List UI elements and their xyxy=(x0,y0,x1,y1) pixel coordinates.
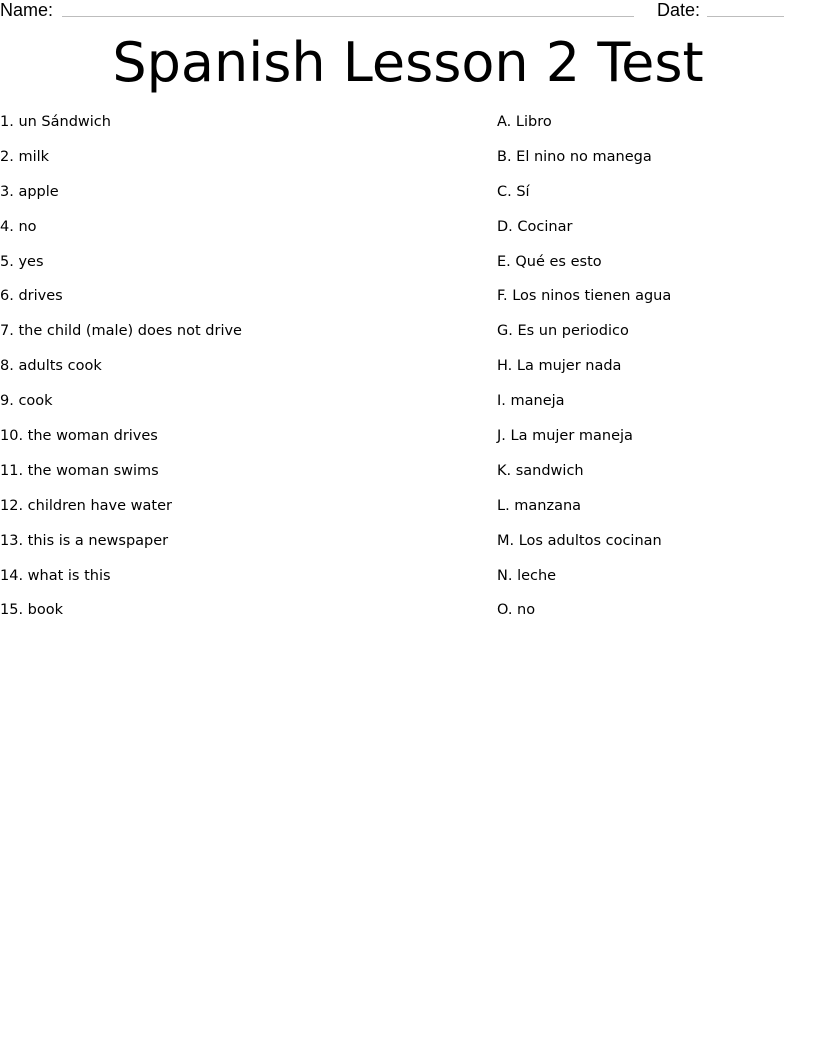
answer-item: K. sandwich xyxy=(497,462,584,479)
question-item: 5. yes xyxy=(0,253,44,270)
answers-column xyxy=(497,112,807,635)
page-title: Spanish Lesson 2 Test xyxy=(112,31,704,94)
answer-item: E. Qué es esto xyxy=(497,253,602,270)
question-item: 8. adults cook xyxy=(0,358,102,375)
answer-item: D. Cocinar xyxy=(497,218,573,235)
question-item: 11. the woman swims xyxy=(0,462,159,479)
answer-item: O. no xyxy=(497,602,536,619)
question-item: 15. book xyxy=(0,602,64,619)
question-item: 6. drives xyxy=(0,288,63,305)
answer-item: L. manzana xyxy=(497,497,582,514)
worksheet-header xyxy=(0,0,816,24)
question-item: 14. what is this xyxy=(0,567,111,584)
question-item: 12. children have water xyxy=(0,497,172,514)
answer-item: J. La mujer maneja xyxy=(497,428,633,445)
answer-item: G. Es un periodico xyxy=(497,323,629,340)
question-item: 13. this is a newspaper xyxy=(0,532,169,549)
answer-item: M. Los adultos cocinan xyxy=(497,532,662,549)
date-label: Date: xyxy=(657,0,701,20)
answer-item: A. Libro xyxy=(497,114,552,130)
date-blank-line xyxy=(707,16,784,17)
question-item: 7. the child (male) does not drive xyxy=(0,323,242,340)
answer-item: I. maneja xyxy=(497,393,565,410)
question-item: 9. cook xyxy=(0,393,53,410)
question-item: 4. no xyxy=(0,218,37,235)
name-label: Name: xyxy=(0,0,54,20)
question-item: 3. apple xyxy=(0,183,59,200)
answer-item: N. leche xyxy=(497,567,557,584)
answer-item: C. Sí xyxy=(497,183,530,200)
answer-item: F. Los ninos tienen agua xyxy=(497,288,672,305)
question-item: 2. milk xyxy=(0,148,50,165)
answer-item: H. La mujer nada xyxy=(497,358,622,375)
question-item: 10. the woman drives xyxy=(0,428,158,445)
answer-item: B. El nino no manega xyxy=(497,148,652,165)
questions-column xyxy=(0,112,480,635)
name-blank-line xyxy=(62,16,634,17)
question-item: 1. un Sándwich xyxy=(0,114,111,130)
